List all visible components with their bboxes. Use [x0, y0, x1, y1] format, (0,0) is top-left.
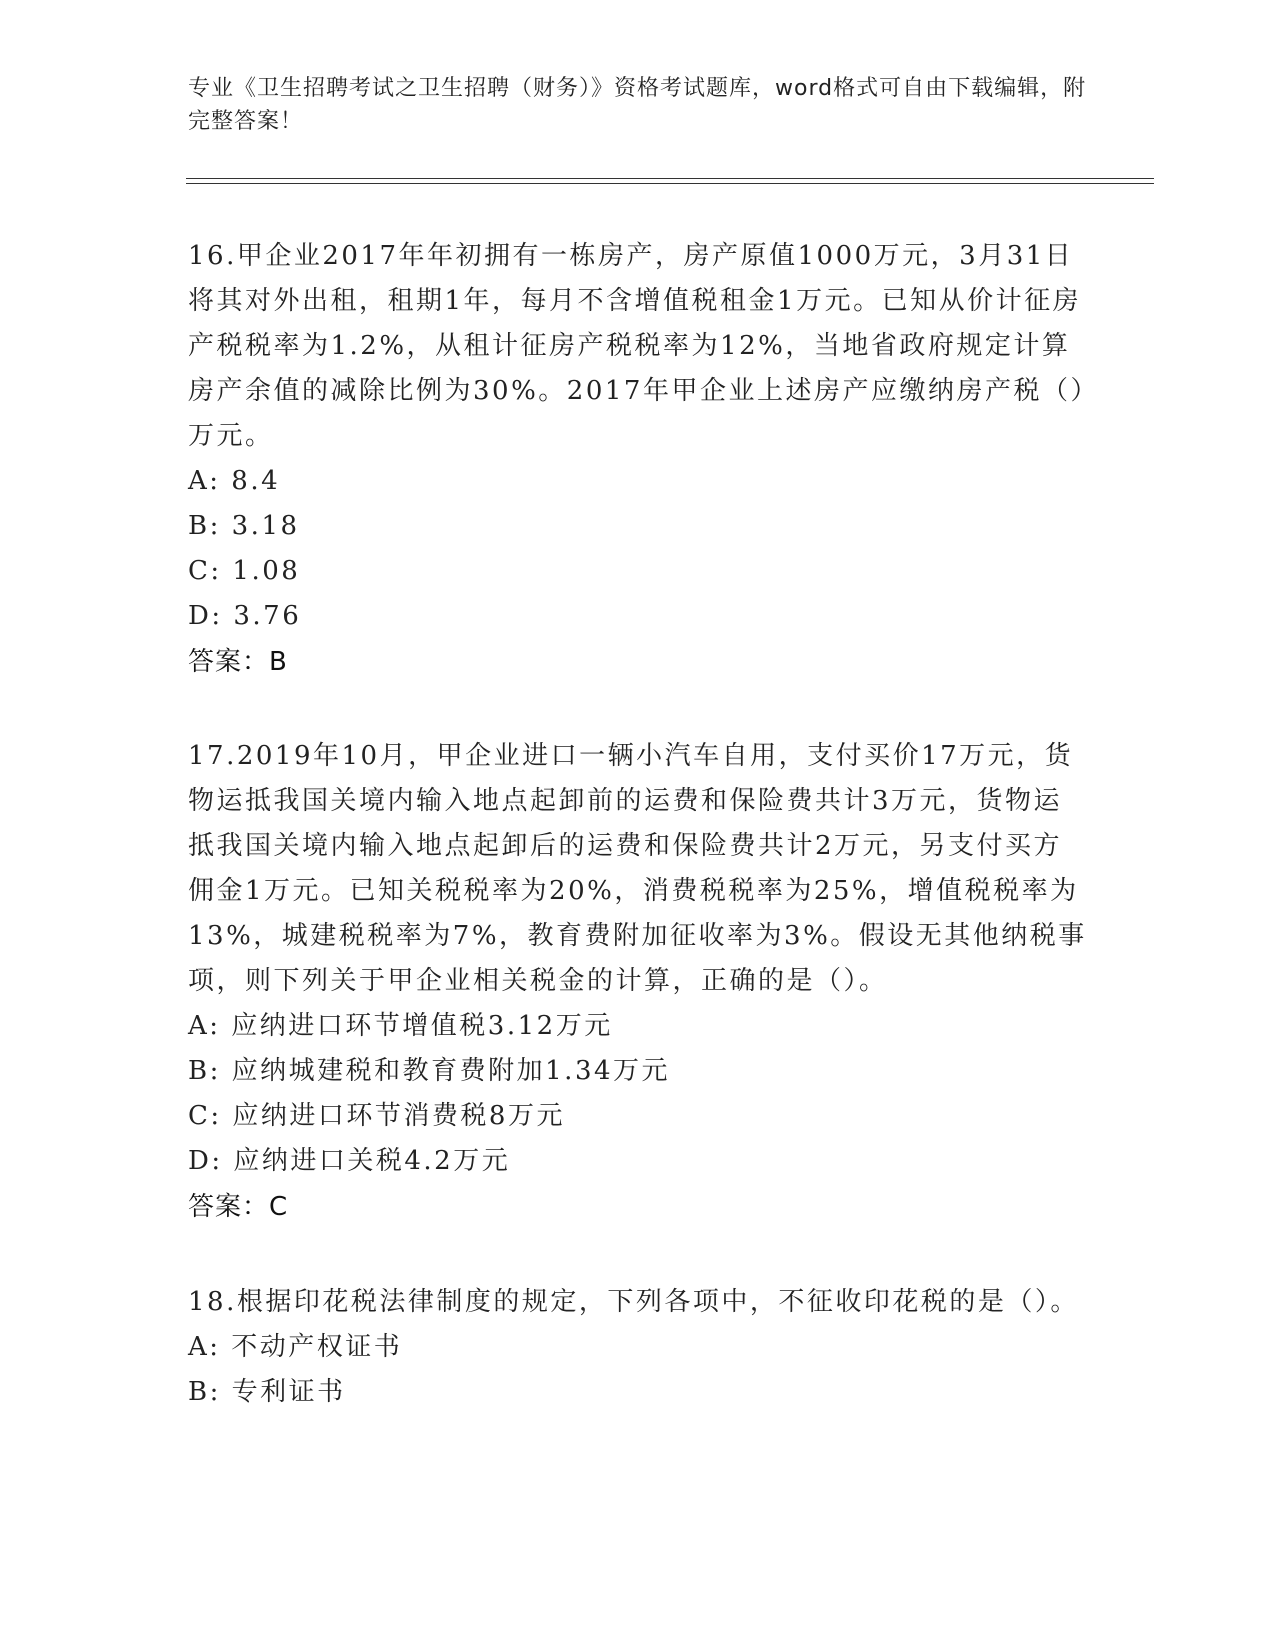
header-divider-bottom: [186, 183, 1154, 184]
question-17: [188, 734, 1088, 1230]
header-divider-top: [186, 178, 1154, 179]
answer-line: 答案：B: [188, 647, 288, 677]
answer-line: 答案：C: [188, 1192, 289, 1222]
option-a: A: 应纳进口环节增值税3.12万元: [188, 1011, 613, 1041]
option-d: D: 应纳进口关税4.2万元: [188, 1146, 511, 1176]
question-18: [188, 1280, 1088, 1415]
option-c: C: 应纳进口环节消费税8万元: [188, 1101, 565, 1131]
option-b: B: 专利证书: [188, 1377, 346, 1407]
option-a: A: 8.4: [188, 466, 281, 496]
option-d: D: 3.76: [188, 601, 302, 631]
question-16: [188, 234, 1088, 685]
question-stem: 16.甲企业2017年年初拥有一栋房产，房产原值1000万元，3月31日将其对外出租，租期1年，每月不含增值税租金1万元。已知从价计征房产税税率为1.2%，从租计征房产税税率为12%，当地省政府规定计算房产余值的减除比例为30%。2017年甲企业上述房产应缴纳房产税（）万元。: [188, 241, 1086, 451]
option-c: C: 1.08: [188, 556, 301, 586]
option-a: A: 不动产权证书: [188, 1332, 403, 1362]
document-header: [188, 72, 1088, 138]
option-b: B: 3.18: [188, 511, 300, 541]
option-b: B: 应纳城建税和教育费附加1.34万元: [188, 1056, 671, 1086]
question-stem: 18.根据印花税法律制度的规定，下列各项中，不征收印花税的是（）。: [188, 1287, 1079, 1317]
question-stem: 17.2019年10月，甲企业进口一辆小汽车自用，支付买价17万元，货物运抵我国关境内输入地点起卸前的运费和保险费共计3万元，货物运抵我国关境内输入地点起卸后的运费和保险费共计2万元，另支付买方佣金1万元。已知关税税率为20%，消费税税率为25%，增值税税率为13%，城建税税率为7%，教育费附加征收率为3%。假设无其他纳税事项，则下列关于甲企业相关税金的计算，正确的是（）。: [188, 741, 1087, 996]
header-text: 专业《卫生招聘考试之卫生招聘（财务）》资格考试题库，word格式可自由下载编辑，附完整答案！: [188, 76, 1087, 134]
